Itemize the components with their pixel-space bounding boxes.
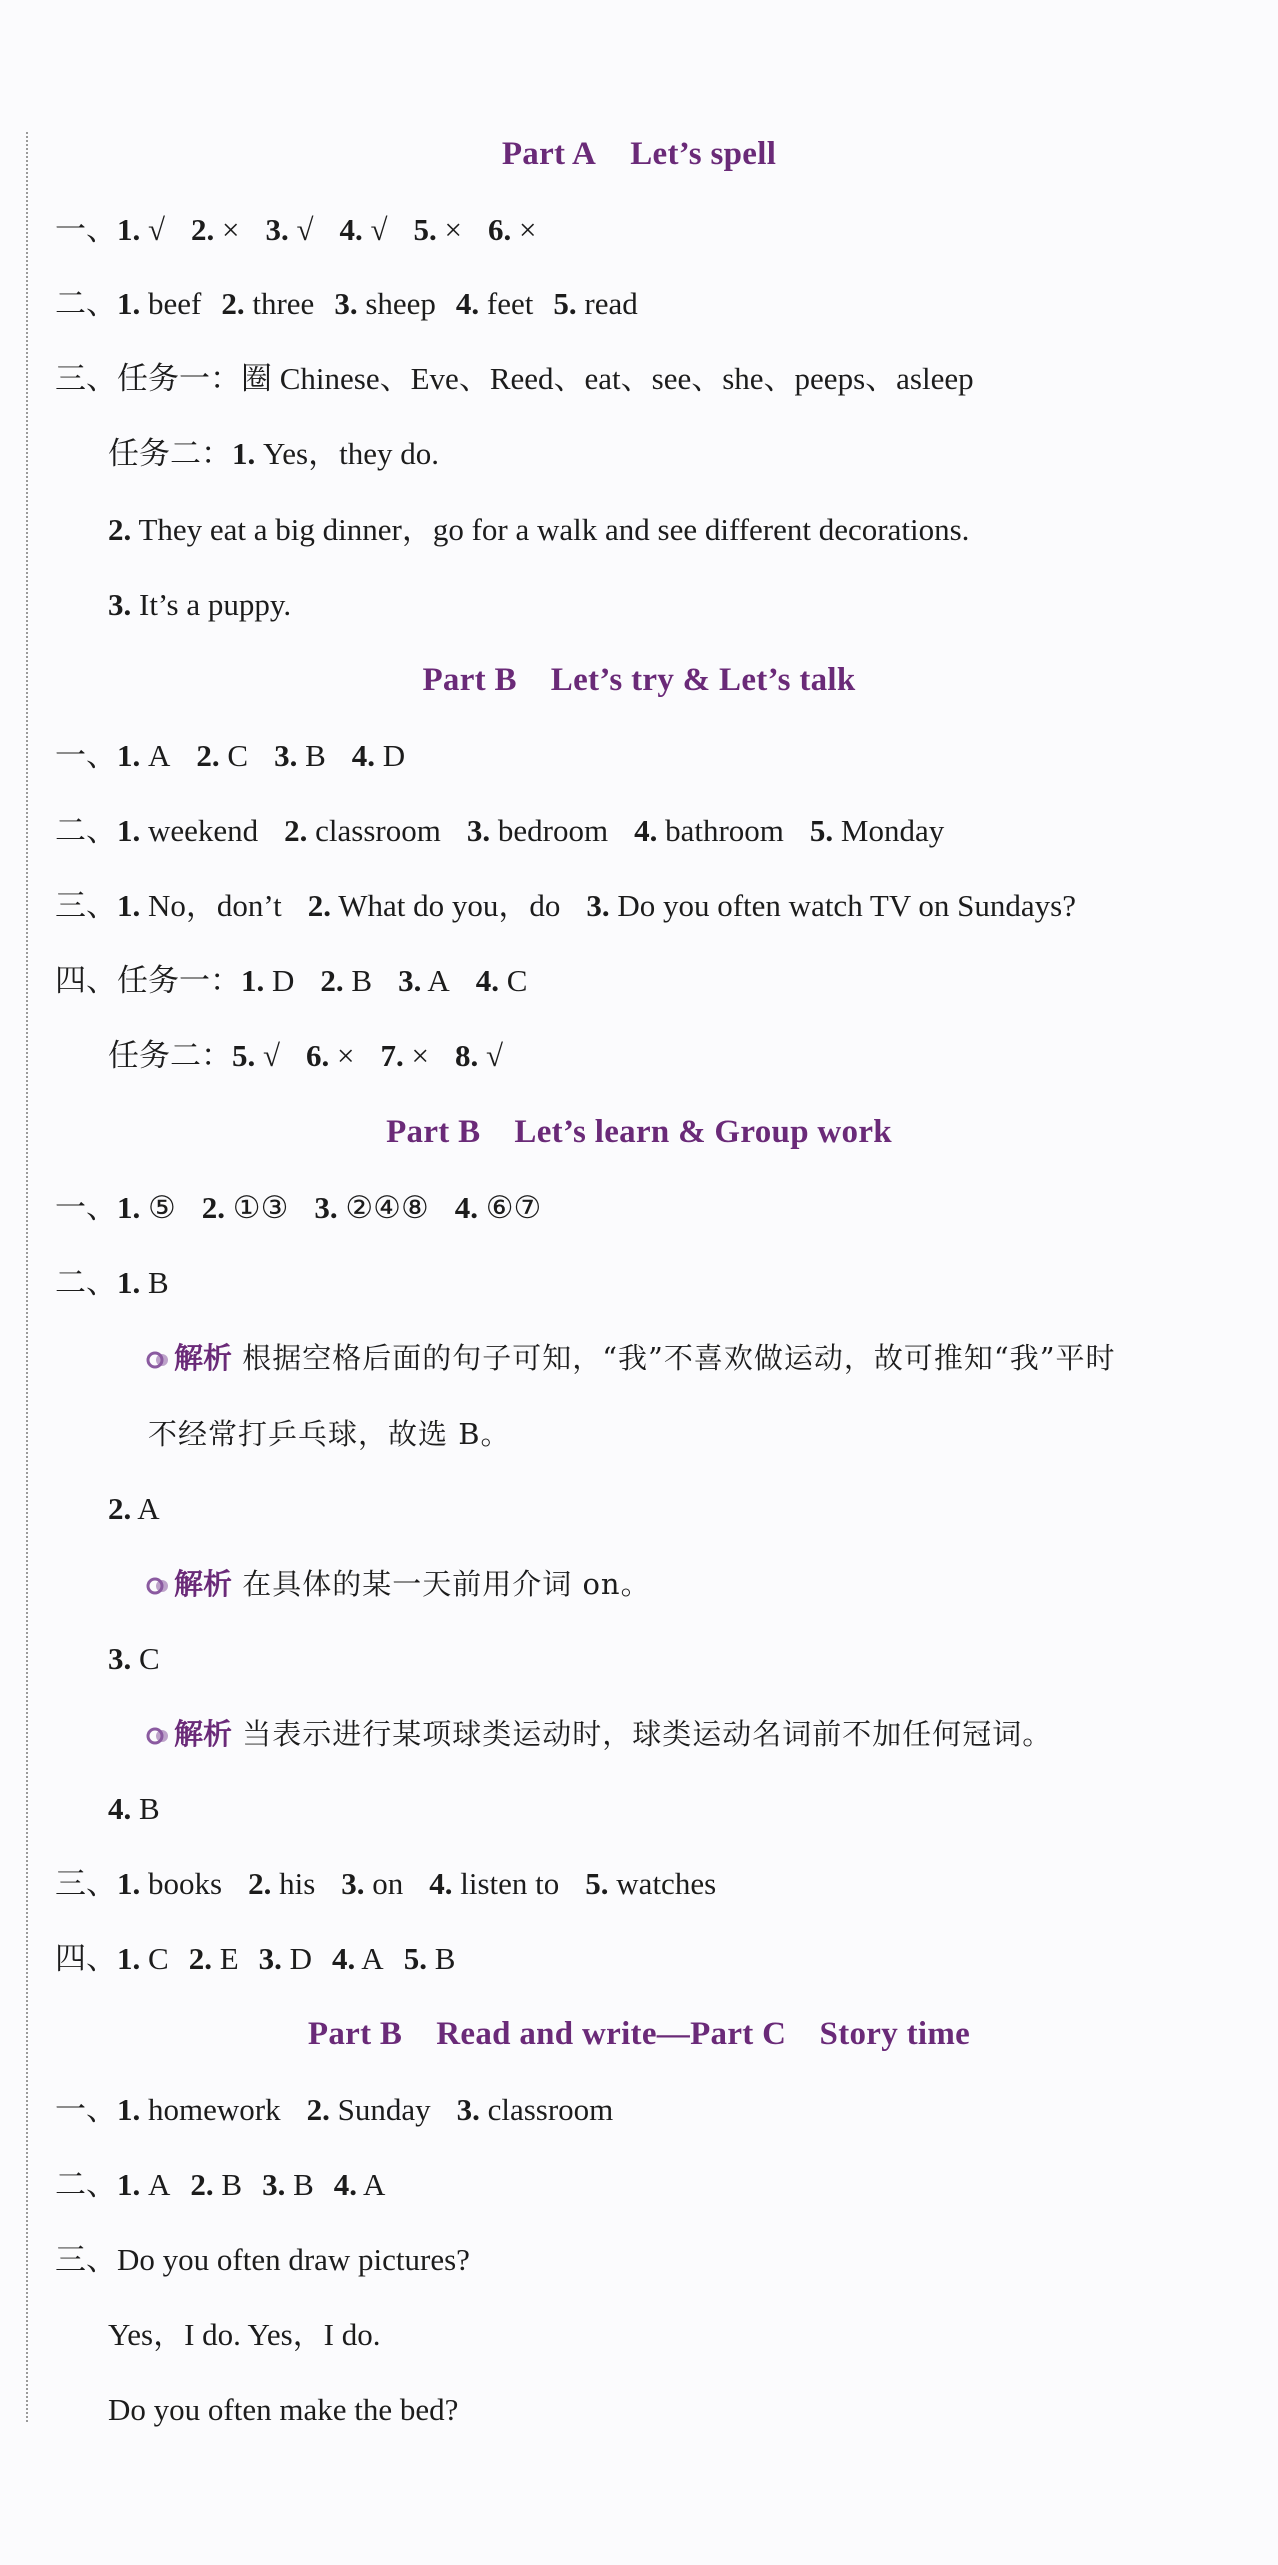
- question-prefix: 二、: [55, 2167, 117, 2202]
- analysis-label: 解析: [174, 1341, 233, 1375]
- item-answer: bedroom: [490, 813, 609, 848]
- item-number: 1.: [117, 738, 141, 773]
- s4-q3-line3: Do you often make the bed?: [108, 2392, 459, 2427]
- item-answer: three: [244, 286, 315, 321]
- item-number: 4.: [429, 1866, 453, 1901]
- analysis-text: 不经常打乒乓球，故选 B。: [148, 1417, 511, 1451]
- item-number: 1.: [117, 286, 141, 321]
- item-number: 2.: [307, 888, 332, 923]
- section-part: Part B: [386, 1114, 481, 1150]
- item-number: 4.: [333, 2167, 358, 2202]
- item-answer: ⑥⑦: [478, 1190, 542, 1225]
- item-number: 1.: [117, 212, 141, 247]
- analysis-label: 解析: [174, 1567, 233, 1601]
- section-heading-2: [0, 660, 1278, 700]
- item-answer: ①③: [225, 1190, 289, 1225]
- item-answer: It’s a puppy.: [131, 587, 292, 622]
- item-answer: feet: [479, 286, 534, 321]
- s2-q3: [55, 886, 1076, 926]
- s2-q4-task2: [108, 1036, 503, 1076]
- question-prefix: 一、: [55, 1190, 117, 1225]
- s2-q4: [55, 961, 527, 1001]
- item-answer: ×: [511, 212, 537, 247]
- item-number: 3.: [265, 212, 289, 247]
- s2-q2: [55, 811, 944, 851]
- item-answer: C: [219, 738, 249, 773]
- item-number: 3.: [456, 2092, 480, 2127]
- item-answer: classroom: [479, 2092, 614, 2127]
- item-number: 2.: [190, 2167, 214, 2202]
- section-heading-3: [0, 1112, 1278, 1152]
- section-name: Let’s try & Let’s talk: [550, 662, 856, 698]
- item-answer: B: [426, 1941, 456, 1976]
- left-dotted-rule: [26, 132, 28, 2422]
- item-number: 2.: [196, 738, 220, 773]
- s3-q4: [55, 1939, 455, 1979]
- s3-q2-3: [108, 1639, 160, 1679]
- item-answer: √: [255, 1038, 281, 1073]
- item-answer: books: [140, 1866, 223, 1901]
- item-number: 1.: [232, 436, 256, 471]
- item-number: 3.: [398, 963, 422, 998]
- item-number: 2.: [108, 512, 132, 547]
- s1-task2-2: [108, 510, 969, 550]
- question-prefix: 三、: [55, 2242, 117, 2277]
- item-answer: B: [343, 963, 373, 998]
- item-answer: weekend: [140, 813, 259, 848]
- item-number: 4.: [634, 813, 658, 848]
- item-number: 1.: [117, 813, 141, 848]
- item-answer: B: [140, 1265, 169, 1300]
- item-answer: What do you，do: [331, 888, 561, 923]
- section-name: Read and write—Part C Story time: [436, 2016, 971, 2052]
- item-answer: D: [375, 738, 406, 773]
- item-number: 4.: [351, 738, 376, 773]
- s2-q1: [55, 736, 405, 776]
- item-answer: Sunday: [329, 2092, 431, 2127]
- item-number: 6.: [488, 212, 512, 247]
- item-number: 1.: [117, 1190, 141, 1225]
- section-name: Let’s learn & Group work: [514, 1114, 892, 1150]
- item-answer: √: [478, 1038, 503, 1073]
- analysis-note-line: [146, 1338, 1116, 1378]
- section-part: Part B: [422, 662, 517, 698]
- analysis-text: 在具体的某一天前用介词 on。: [232, 1567, 651, 1601]
- question-prefix: 三、: [55, 361, 117, 396]
- item-number: 3.: [314, 1190, 338, 1225]
- item-answer: B: [297, 738, 326, 773]
- item-number: 3.: [586, 888, 610, 923]
- s4-q3-line2: Yes，I do. Yes，I do.: [108, 2317, 381, 2352]
- analysis-icon: [146, 1726, 170, 1746]
- item-answer: ⑤: [140, 1190, 176, 1225]
- item-number: 1.: [117, 888, 141, 923]
- item-answer: ×: [329, 1038, 355, 1073]
- item-answer: Yes，they do.: [255, 436, 439, 471]
- item-answer: listen to: [452, 1866, 560, 1901]
- item-answer: √: [140, 212, 166, 247]
- dialogue-line: Do you often draw pictures?: [117, 2242, 470, 2277]
- item-number: 1.: [117, 2167, 141, 2202]
- item-number: 3.: [108, 587, 132, 622]
- s1-q2: [55, 284, 638, 324]
- item-answer: A: [421, 963, 450, 998]
- s1-q1: [55, 210, 537, 250]
- s1-task2-1: [108, 434, 439, 474]
- question-prefix: 二、: [55, 286, 117, 321]
- item-number: 3.: [334, 286, 358, 321]
- item-number: 5.: [403, 1941, 427, 1976]
- item-answer: read: [576, 286, 638, 321]
- item-number: 5.: [809, 813, 834, 848]
- item-number: 8.: [454, 1038, 479, 1073]
- item-number: 3.: [258, 1941, 282, 1976]
- item-number: 5.: [413, 212, 437, 247]
- item-answer: E: [211, 1941, 239, 1976]
- item-number: 3.: [274, 738, 298, 773]
- item-number: 1.: [117, 1866, 141, 1901]
- item-number: 2.: [284, 813, 308, 848]
- s3-q3: [55, 1864, 716, 1904]
- section-part: Part B: [307, 2016, 403, 2052]
- task-label: 任务二：: [108, 436, 232, 471]
- s4-q3: [55, 2240, 470, 2280]
- item-answer: his: [271, 1866, 316, 1901]
- item-number: 4.: [455, 286, 480, 321]
- item-number: 2.: [221, 286, 245, 321]
- item-answer: Monday: [833, 813, 945, 848]
- item-number: 3.: [262, 2167, 286, 2202]
- question-prefix: 一、: [55, 212, 117, 247]
- item-number: 2.: [108, 1491, 132, 1526]
- item-answer: C: [499, 963, 528, 998]
- item-answer: No，don’t: [140, 888, 282, 923]
- s3-q1: [55, 1188, 541, 1228]
- analysis-text: 根据空格后面的句子可知，“我”不喜欢做运动，故可推知“我”平时: [232, 1341, 1116, 1375]
- item-answer: They eat a big dinner，go for a walk and see different decorations.: [131, 512, 970, 547]
- item-number: 1.: [241, 963, 265, 998]
- item-answer: watches: [608, 1866, 717, 1901]
- section-heading-4: [0, 2014, 1278, 2054]
- question-prefix: 一、: [55, 738, 117, 773]
- item-number: 5.: [232, 1038, 256, 1073]
- item-answer: on: [364, 1866, 404, 1901]
- item-number: 4.: [339, 212, 363, 247]
- item-number: 6.: [306, 1038, 330, 1073]
- s1-task2-3: [108, 585, 291, 625]
- question-prefix: 二、: [55, 1265, 117, 1300]
- section-name: Let’s spell: [630, 136, 777, 172]
- item-number: 4.: [108, 1791, 132, 1826]
- analysis-icon: [146, 1350, 170, 1370]
- item-answer: bathroom: [657, 813, 784, 848]
- item-answer: √: [362, 212, 388, 247]
- item-answer: C: [140, 1941, 169, 1976]
- item-answer: B: [131, 1791, 160, 1826]
- item-answer: A: [355, 1941, 384, 1976]
- item-answer: ×: [403, 1038, 429, 1073]
- item-number: 4.: [475, 963, 500, 998]
- question-prefix: 二、: [55, 813, 117, 848]
- item-number: 7.: [380, 1038, 404, 1073]
- item-number: 5.: [553, 286, 577, 321]
- item-answer: ×: [214, 212, 240, 247]
- task-label: 任务一：: [117, 963, 241, 998]
- item-number: 2.: [201, 1190, 226, 1225]
- item-answer: A: [131, 1491, 160, 1526]
- s4-q1: [55, 2090, 613, 2130]
- s3-q2-4: [108, 1789, 160, 1829]
- item-answer: D: [281, 1941, 313, 1976]
- item-answer: B: [213, 2167, 243, 2202]
- item-number: 1.: [117, 2092, 141, 2127]
- item-number: 3.: [108, 1641, 132, 1676]
- item-number: 5.: [585, 1866, 609, 1901]
- item-answer: B: [285, 2167, 314, 2202]
- item-answer: A: [357, 2167, 386, 2202]
- item-number: 3.: [466, 813, 491, 848]
- question-prefix: 三、: [55, 1866, 117, 1901]
- s4-q2: [55, 2165, 385, 2205]
- analysis-note-line: [146, 1564, 651, 1604]
- analysis-icon: [146, 1576, 170, 1596]
- s1-q3: [55, 359, 974, 399]
- item-answer: ②④⑧: [337, 1190, 429, 1225]
- s3-q2-2: [108, 1489, 160, 1529]
- item-answer: A: [140, 738, 171, 773]
- section-heading-1: [0, 134, 1278, 174]
- s3-q2-1: [55, 1263, 169, 1303]
- analysis-text: 当表示进行某项球类运动时，球类运动名词前不加任何冠词。: [232, 1717, 1053, 1751]
- task-label: 任务二：: [108, 1038, 232, 1073]
- item-number: 4.: [454, 1190, 479, 1225]
- question-prefix: 三、: [55, 888, 117, 923]
- item-number: 2.: [320, 963, 344, 998]
- item-answer: ×: [436, 212, 463, 247]
- item-number: 2.: [306, 2092, 330, 2127]
- item-number: 2.: [191, 212, 215, 247]
- question-prefix: 四、: [55, 963, 117, 998]
- task1-text: 任务一：圈 Chinese、Eve、Reed、eat、see、she、peeps、asleep: [117, 361, 974, 396]
- item-answer: sheep: [357, 286, 436, 321]
- analysis-note-line: [146, 1714, 1052, 1754]
- item-answer: Do you often watch TV on Sundays?: [609, 888, 1076, 923]
- item-number: 2.: [248, 1866, 272, 1901]
- question-prefix: 一、: [55, 2092, 117, 2127]
- item-answer: √: [288, 212, 314, 247]
- item-answer: D: [264, 963, 295, 998]
- item-answer: A: [140, 2167, 171, 2202]
- analysis-label: 解析: [174, 1717, 233, 1751]
- item-number: 3.: [341, 1866, 365, 1901]
- item-answer: beef: [140, 286, 202, 321]
- item-number: 4.: [332, 1941, 356, 1976]
- item-answer: C: [131, 1641, 160, 1676]
- analysis-note-line: [148, 1414, 511, 1454]
- section-part: Part A: [501, 136, 597, 172]
- item-answer: homework: [140, 2092, 281, 2127]
- item-answer: classroom: [307, 813, 441, 848]
- item-number: 1.: [117, 1941, 141, 1976]
- item-number: 2.: [188, 1941, 212, 1976]
- item-number: 1.: [117, 1265, 141, 1300]
- question-prefix: 四、: [55, 1941, 117, 1976]
